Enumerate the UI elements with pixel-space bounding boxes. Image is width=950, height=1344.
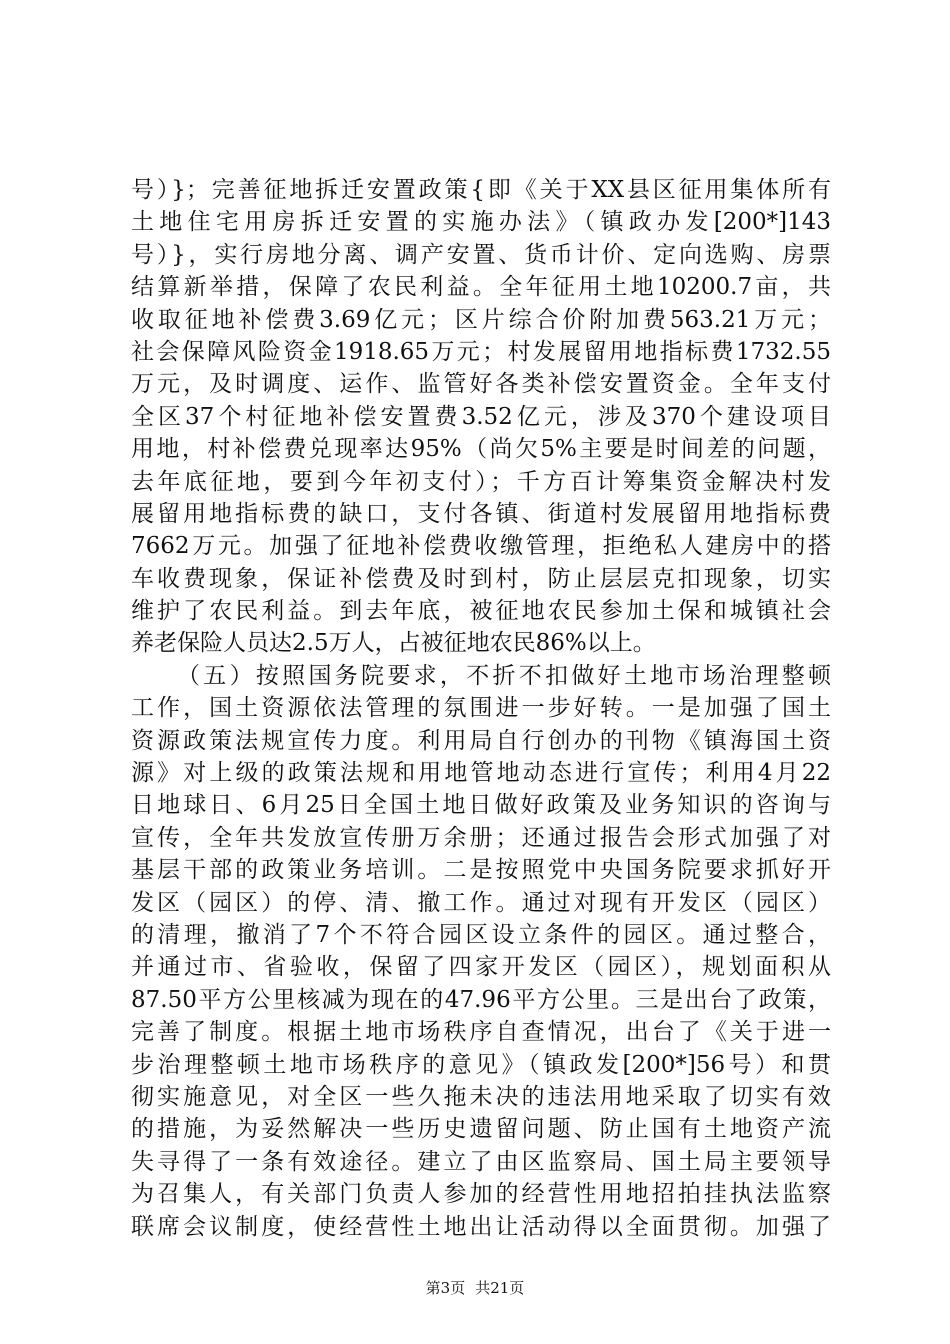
text-line: 并通过市、省验收，保留了四家开发区（园区），规划面积从 — [131, 954, 831, 981]
text-line: 全区37个村征地补偿安置费3.52亿元，涉及370个建设项目 — [131, 403, 831, 430]
text-line: 发区（园区）的停、清、撤工作。通过对现有开发区（园区） — [131, 889, 831, 916]
text-line: 工作，国土资源依法管理的氛围进一步好转。一是加强了国土 — [131, 695, 831, 722]
text-line: 万元，及时调度、运作、监管好各类补偿安置资金。全年支付 — [131, 371, 831, 398]
body-text — [131, 174, 831, 1243]
text-line: 步治理整顿土地市场秩序的意见》（镇政发[200*]56号）和贯 — [131, 1051, 831, 1078]
text-line: 去年底征地，要到今年初支付）；千方百计筹集资金解决村发 — [131, 468, 831, 495]
text-line: 养老保险人员达2.5万人，占被征地农民86%以上。 — [131, 630, 656, 657]
text-line: 收取征地补偿费3.69亿元；区片综合价附加费563.21万元； — [131, 306, 831, 333]
text-line: 7662万元。加强了征地补偿费收缴管理，拒绝私人建房中的搭 — [131, 533, 831, 560]
text-line: 87.50平方公里核减为现在的47.96平方公里。三是出台了政策， — [131, 986, 831, 1013]
text-line: 结算新举措，保障了农民利益。全年征用土地10200.7亩，共 — [131, 274, 831, 301]
text-line: 日地球日、6月25日全国土地日做好政策及业务知识的咨询与 — [131, 792, 831, 819]
text-line: 为召集人，有关部门负责人参加的经营性用地招拍挂执法监察 — [131, 1181, 831, 1208]
text-line: 彻实施意见，对全区一些久拖未决的违法用地采取了切实有效 — [131, 1083, 831, 1110]
page-footer — [0, 1278, 950, 1298]
text-line: 维护了农民利益。到去年底，被征地农民参加土保和城镇社会 — [131, 598, 831, 625]
page-total: 共21页 — [475, 1279, 525, 1297]
paragraph-start-line: （五）按照国务院要求，不折不扣做好土地市场治理整顿 — [177, 662, 831, 689]
text-line: 源》对上级的政策法规和用地管地动态进行宣传；利用4月22 — [131, 760, 831, 787]
text-line: 的清理，撤消了7个不符合园区设立条件的园区。通过整合， — [131, 921, 831, 948]
text-line: 联席会议制度，使经营性土地出让活动得以全面贯彻。加强了 — [131, 1213, 831, 1240]
text-line: 号）}，实行房地分离、调产安置、货币计价、定向选购、房票 — [131, 241, 831, 268]
text-line: 号）}；完善征地拆迁安置政策{即《关于XX县区征用集体所有 — [131, 177, 831, 203]
text-line: 的措施，为妥然解决一些历史遗留问题、防止国有土地资产流 — [131, 1116, 831, 1143]
text-line: 用地，村补偿费兑现率达95%（尚欠5%主要是时间差的问题， — [131, 436, 831, 463]
text-line: 失寻得了一条有效途径。建立了由区监察局、国土局主要领导 — [131, 1148, 831, 1175]
text-line: 车收费现象，保证补偿费及时到村，防止层层克扣现象，切实 — [131, 565, 831, 592]
text-line: 基层干部的政策业务培训。二是按照党中央国务院要求抓好开 — [131, 857, 831, 884]
text-line: 展留用地指标费的缺口，支付各镇、街道村发展留用地指标费 — [131, 500, 831, 527]
text-line: 土地住宅用房拆迁安置的实施办法》（镇政办发[200*]143 — [131, 209, 831, 236]
page-number: 第3页 — [425, 1279, 466, 1297]
text-line: 宣传，全年共发放宣传册万余册；还通过报告会形式加强了对 — [131, 824, 831, 851]
text-line: 资源政策法规宣传力度。利用局自行创办的刊物《镇海国土资 — [131, 727, 831, 754]
text-line: 社会保障风险资金1918.65万元；村发展留用地指标费1732.55 — [131, 338, 831, 365]
text-line: 完善了制度。根据土地市场秩序自查情况，出台了《关于进一 — [131, 1019, 831, 1046]
